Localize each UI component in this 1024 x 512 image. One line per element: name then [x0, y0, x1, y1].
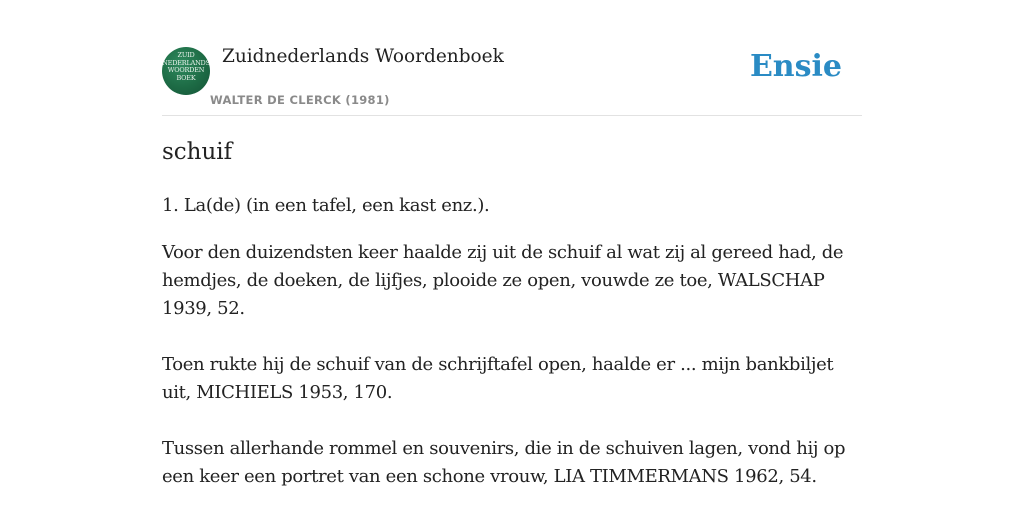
dictionary-header	[162, 40, 862, 116]
quote-paragraph: Toen rukte hij de schuif van de schrijftafel open, haalde er ... mijn bankbiljet uit, MICHIELS 1953, 170.	[162, 354, 834, 403]
quote-paragraph: Voor den duizendsten keer haalde zij uit de schuif al wat zij al gereed had, de hemdjes, de doeken, de lijfjes, plooide ze open, vouwde ze toe, WALSCHAP 1939, 52.	[162, 242, 844, 319]
entry-headword: schuif	[162, 139, 233, 165]
dictionary-author: WALTER DE CLERCK (1981)	[210, 93, 390, 107]
dictionary-logo[interactable]	[162, 47, 210, 95]
logo-line: NEDERLANDS	[162, 58, 210, 67]
logo-lettering	[162, 52, 210, 82]
entry-definition: 1. La(de) (in een tafel, een kast enz.).	[162, 195, 490, 216]
quote-paragraph: Tussen allerhande rommel en souvenirs, die in de schuiven lagen, vond hij op een keer een portret van een schone vrouw, LIA TIMMERMANS 1962, 54.	[162, 438, 846, 487]
dictionary-title[interactable]: Zuidnederlands Woordenboek	[222, 46, 504, 67]
entry-content	[162, 192, 862, 512]
logo-line: ZUID	[177, 51, 195, 59]
ensie-brand-link[interactable]: Ensie	[749, 49, 842, 84]
logo-line: BOEK	[176, 73, 196, 82]
logo-line: WOORDEN	[167, 66, 205, 74]
